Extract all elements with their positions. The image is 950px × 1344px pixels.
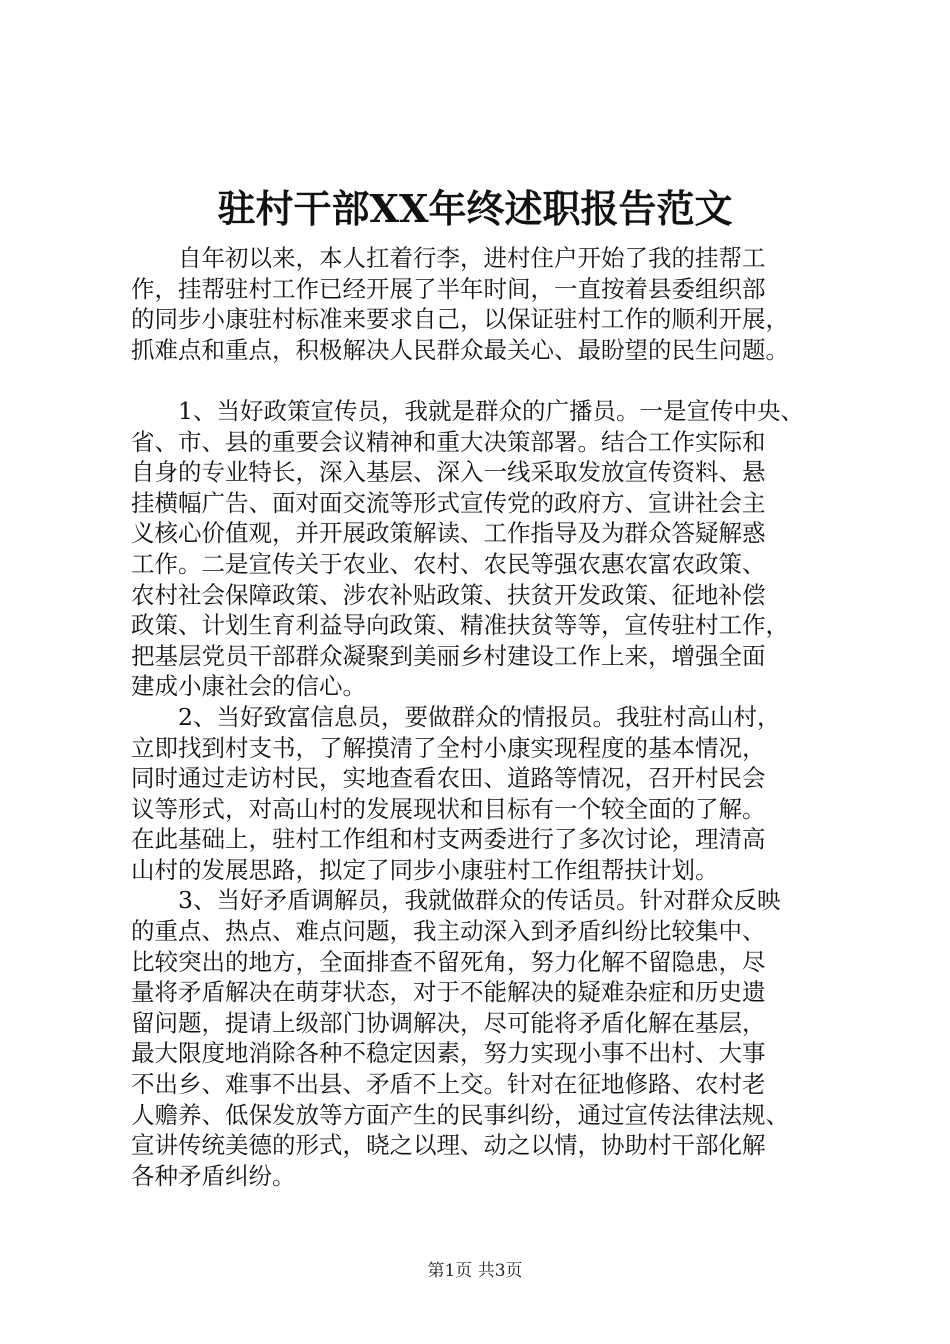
text-line: 留问题，提请上级部门协调解决，尽可能将矛盾化解在基层， xyxy=(131,1008,766,1037)
text-line: 省、市、县的重要会议精神和重大决策部署。结合工作实际和 xyxy=(131,427,766,456)
text-line: 同时通过走访村民，实地查看农田、道路等情况，召开村民会 xyxy=(131,764,766,793)
text-line: 2、当好致富信息员，要做群众的情报员。我驻村高山村， xyxy=(178,702,781,731)
text-line: 在此基础上，驻村工作组和村支两委进行了多次讨论，理清高 xyxy=(131,825,766,854)
text-line: 山村的发展思路，拟定了同步小康驻村工作组帮扶计划。 xyxy=(131,855,719,884)
text-line: 不出乡、难事不出县、矛盾不上交。针对在征地修路、农村老 xyxy=(131,1070,766,1099)
text-line: 建成小康社会的信心。 xyxy=(131,672,366,701)
text-line: 自身的专业特长，深入基层、深入一线采取发放宣传资料、悬 xyxy=(131,458,766,487)
text-line: 自年初以来，本人扛着行李，进村住户开始了我的挂帮工 xyxy=(178,244,766,272)
text-line: 议等形式，对高山村的发展现状和目标有一个较全面的了解。 xyxy=(131,794,766,823)
text-line: 作，挂帮驻村工作已经开展了半年时间，一直按着县委组织部 xyxy=(131,274,766,303)
text-line: 的重点、热点、难点问题，我主动深入到矛盾纠纷比较集中、 xyxy=(131,917,766,946)
document-body xyxy=(131,243,836,1191)
text-line: 1、当好政策宣传员，我就是群众的广播员。一是宣传中央、 xyxy=(178,396,804,425)
text-line: 3、当好矛盾调解员，我就做群众的传话员。针对群众反映 xyxy=(178,886,781,915)
text-line: 农村社会保障政策、涉农补贴政策、扶贫开发政策、征地补偿 xyxy=(131,580,766,609)
paragraph-information xyxy=(131,702,836,886)
text-line: 政策、计划生育利益导向政策、精准扶贫等等，宣传驻村工作， xyxy=(131,611,789,640)
paragraph-intro xyxy=(131,243,836,365)
text-line: 把基层党员干部群众凝聚到美丽乡村建设工作上来，增强全面 xyxy=(131,641,766,670)
text-line: 的同步小康驻村标准来要求自己，以保证驻村工作的顺利开展， xyxy=(131,305,789,334)
text-line: 人赡养、低保发放等方面产生的民事纠纷，通过宣传法律法规、 xyxy=(131,1100,789,1129)
text-line: 挂横幅广告、面对面交流等形式宣传党的政府方、宣讲社会主 xyxy=(131,488,766,517)
text-line: 比较突出的地方，全面排查不留死角，努力化解不留隐患，尽 xyxy=(131,947,766,976)
text-line: 最大限度地消除各种不稳定因素，努力实现小事不出村、大事 xyxy=(131,1039,766,1068)
document-title: 驻村干部XX年终述职报告范文 xyxy=(217,186,733,231)
text-line: 宣讲传统美德的形式，晓之以理、动之以情，协助村干部化解 xyxy=(131,1131,766,1160)
text-line: 义核心价值观，并开展政策解读、工作指导及为群众答疑解惑 xyxy=(131,519,766,548)
text-line: 各种矛盾纠纷。 xyxy=(131,1161,296,1190)
paragraph-policy-propaganda xyxy=(131,396,836,702)
paragraph-mediation xyxy=(131,885,836,1191)
text-line: 抓难点和重点，积极解决人民群众最关心、最盼望的民生问题。 xyxy=(131,335,789,364)
text-line: 立即找到村支书，了解摸清了全村小康实现程度的基本情况， xyxy=(131,733,766,762)
page-number-footer: 第1页 共3页 xyxy=(427,1261,523,1281)
text-line: 工作。二是宣传关于农业、农村、农民等强农惠农富农政策、 xyxy=(131,549,766,578)
paragraph-gap xyxy=(131,365,836,396)
text-line: 量将矛盾解决在萌芽状态，对于不能解决的疑难杂症和历史遗 xyxy=(131,978,766,1007)
